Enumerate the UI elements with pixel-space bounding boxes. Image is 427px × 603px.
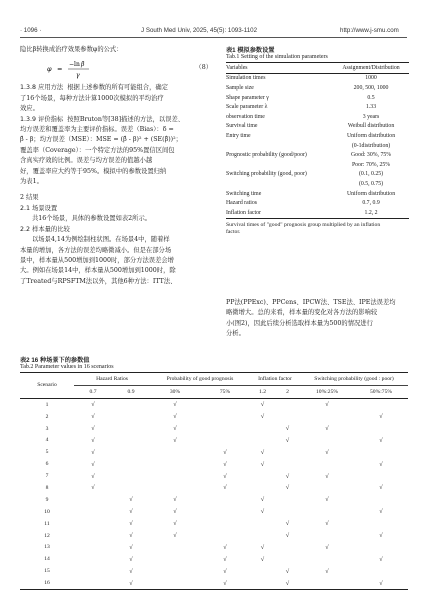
table2-check-cell bbox=[275, 494, 300, 506]
section-2-1-title: 2.1 场景设置 bbox=[20, 204, 58, 212]
table2-sub-hr-0.7: 0.7 bbox=[89, 388, 97, 395]
table1-head-variables: Variables bbox=[226, 64, 248, 71]
table2-check-cell: √ bbox=[223, 448, 227, 456]
table2-check-cell bbox=[354, 565, 408, 577]
table1 bbox=[226, 62, 409, 219]
table2-check-cell bbox=[354, 423, 408, 435]
table2-check-cell bbox=[300, 506, 354, 518]
table2-check-cell: √ bbox=[285, 484, 290, 492]
table2-check-cell bbox=[150, 470, 200, 482]
table2-check-cell: √ bbox=[325, 401, 329, 409]
table2-check-cell: √ bbox=[325, 543, 329, 551]
section-2-title: 2 结果 bbox=[20, 194, 39, 202]
table2-check-cell: √ bbox=[91, 484, 95, 492]
table1-cell-value: Poor: 70%, 25% bbox=[351, 161, 391, 168]
table1-cell-value: Good: 30%, 75% bbox=[350, 152, 392, 159]
table1-cell-variable: Prognostic probability (good/poor) bbox=[226, 152, 307, 159]
right-text-d: 分析。 bbox=[226, 330, 245, 338]
right-text-b: 略微增大。总的来看，样本量的变化对各方法的影响较 bbox=[226, 309, 378, 317]
table2-check-cell: √ bbox=[379, 484, 383, 492]
table2-check-cell: √ bbox=[173, 508, 177, 516]
formula-graphic bbox=[45, 55, 115, 83]
table2-check-cell bbox=[275, 553, 300, 565]
table2-check-cell bbox=[354, 398, 408, 410]
table2-check-cell: √ bbox=[260, 460, 265, 468]
table2 bbox=[20, 372, 408, 590]
table1-cell-variable bbox=[226, 141, 333, 151]
table2-check-cell: √ bbox=[173, 436, 177, 444]
table2-head-inflation-factor: Inflation factor bbox=[250, 373, 300, 386]
table2-scenario-number: 5 bbox=[45, 449, 49, 456]
table2-row bbox=[20, 577, 408, 589]
table2-check-cell: √ bbox=[325, 425, 329, 432]
table2-check-cell: √ bbox=[285, 579, 290, 587]
table2-check-cell bbox=[250, 434, 275, 446]
table2-check-cell bbox=[112, 434, 150, 446]
table2-check-cell: √ bbox=[223, 472, 227, 480]
table2-check-cell: √ bbox=[379, 460, 383, 468]
table2-check-cell: √ bbox=[129, 508, 133, 516]
section-1-3-8-title: 1.3.8 应用方法 bbox=[20, 84, 64, 92]
table2-head-scenario: Scenario bbox=[37, 382, 57, 389]
table2-check-cell: √ bbox=[285, 436, 290, 444]
table2-scenario-number: 3 bbox=[45, 425, 49, 432]
section-2-2-text-c: 景中，样本量从500增加到1000时，部分方法误差会增 bbox=[20, 256, 174, 264]
table2-check-cell bbox=[200, 506, 250, 518]
table1-cell-variable: observation time bbox=[226, 113, 265, 120]
table1-cell-value: 1.33 bbox=[365, 104, 377, 111]
table2-check-cell bbox=[74, 541, 112, 553]
table2-check-cell bbox=[300, 411, 354, 423]
table2-scenario-number: 16 bbox=[44, 580, 50, 587]
table1-cell-variable: Hazard ratios bbox=[226, 200, 258, 207]
table2-check-cell bbox=[74, 518, 112, 530]
table2-scenario-number: 14 bbox=[44, 556, 50, 563]
table1-caption-cn: 表1 模拟参数设置 bbox=[226, 47, 275, 54]
table2-check-cell: √ bbox=[173, 425, 177, 432]
table2-check-cell: √ bbox=[325, 520, 329, 528]
table1-row bbox=[226, 141, 409, 151]
table2-check-cell bbox=[250, 470, 275, 482]
table2-check-cell bbox=[300, 553, 354, 565]
table2-sub-switch-10-25: 10%:25% bbox=[315, 388, 339, 395]
table1-cell-value: 200, 500, 1000 bbox=[353, 84, 389, 91]
table2-check-cell: √ bbox=[129, 555, 133, 563]
table1-cell-variable bbox=[226, 160, 333, 170]
table2-sub-prob-75: 75% bbox=[219, 388, 231, 395]
table2-sub-inf-2: 2 bbox=[286, 388, 289, 395]
table2-sub-switch-50-75: 50%:75% bbox=[369, 388, 393, 395]
table2-check-cell bbox=[354, 518, 408, 530]
table1-row bbox=[226, 160, 409, 170]
table2-check-cell bbox=[200, 518, 250, 530]
table2-check-cell bbox=[300, 577, 354, 589]
table1-head-assignment: Assignment/Distribution bbox=[342, 64, 400, 71]
table2-check-cell: √ bbox=[129, 579, 133, 587]
intro-line: 隐比β转换成治疗效果参数φ的公式： bbox=[20, 46, 123, 53]
table2-check-cell: √ bbox=[91, 436, 95, 444]
table1-cell-variable: Simulation times bbox=[226, 75, 266, 82]
page-number: · 1096 · bbox=[20, 27, 42, 34]
table1-cell-value: 3 years bbox=[362, 113, 380, 120]
table2-caption-cn: 表2 16 种场景下的参数值 bbox=[20, 357, 90, 364]
table2-check-cell: √ bbox=[91, 460, 95, 468]
right-text-a: PP法(PPExc)、PPCens、IPCW法、TSE法、IPE法误差均 bbox=[226, 299, 396, 306]
table2-check-cell: √ bbox=[223, 579, 227, 587]
table2-scenario-number: 1 bbox=[45, 401, 49, 408]
table2-check-cell bbox=[300, 458, 354, 470]
svg-text:γ: γ bbox=[76, 72, 80, 80]
table2-check-cell bbox=[250, 423, 275, 435]
section-1-3-9-text: 按照Bruton等[38]描述的方法，以误差、 bbox=[67, 115, 185, 123]
table2-check-cell: √ bbox=[173, 532, 177, 540]
table2-check-cell: √ bbox=[173, 413, 177, 421]
table1-row bbox=[226, 83, 409, 93]
journal-url[interactable]: http://www.j-smu.com bbox=[340, 27, 399, 34]
table2-check-cell bbox=[250, 530, 275, 542]
table1-cell-value: 0.5 bbox=[367, 94, 375, 101]
table2-check-cell bbox=[200, 494, 250, 506]
table2-check-cell bbox=[354, 541, 408, 553]
table1-row bbox=[226, 122, 409, 132]
table1-cell-variable: Inflation factor bbox=[226, 209, 261, 216]
table2-check-cell bbox=[300, 434, 354, 446]
table2-check-cell: √ bbox=[285, 472, 290, 480]
section-2-2-text-d: 大。例如在场景14中，样本量从500增加到1000时，除 bbox=[20, 267, 176, 275]
table2-check-cell: √ bbox=[260, 496, 265, 504]
table1-row bbox=[226, 150, 409, 160]
table1-row bbox=[226, 189, 409, 199]
table2-block bbox=[20, 355, 408, 590]
table2-row bbox=[20, 482, 408, 494]
table1-note-a: Survival times of "good" prognosis group multiplied by an inflation bbox=[226, 221, 381, 228]
table2-check-cell: √ bbox=[325, 448, 329, 456]
table2-check-cell: √ bbox=[129, 543, 133, 551]
section-1-3-9-text-e: 含真实疗效的比例。误差与均方误差的值越小越 bbox=[20, 157, 153, 165]
table1-cell-variable bbox=[226, 179, 333, 189]
table2-scenario-number: 11 bbox=[44, 520, 50, 527]
table2-row bbox=[20, 411, 408, 423]
table2-row bbox=[20, 423, 408, 435]
table2-check-cell: √ bbox=[223, 460, 227, 468]
section-2-1-text: 共16个场景，具体的参数设置如表2所示。 bbox=[32, 215, 152, 223]
table2-check-cell bbox=[200, 398, 250, 410]
table1-cell-variable: Survival time bbox=[226, 123, 258, 130]
table2-check-cell bbox=[74, 494, 112, 506]
table2-check-cell bbox=[354, 494, 408, 506]
section-2-2-text-e: 了Treated与RPSFTM法以外，其他6种方法：ITT法、 bbox=[20, 277, 177, 285]
table2-check-cell bbox=[112, 411, 150, 423]
table2-scenario-number: 9 bbox=[45, 496, 49, 503]
table2-check-cell: √ bbox=[91, 401, 95, 409]
table2-check-cell: √ bbox=[91, 413, 95, 421]
table2-check-cell: √ bbox=[379, 579, 383, 587]
right-text-c: 小(图2)，因此后续分析选取样本量为500的情况进行 bbox=[226, 319, 373, 327]
table2-check-cell: √ bbox=[129, 567, 133, 575]
table1-row bbox=[226, 73, 409, 83]
table2-check-cell bbox=[150, 446, 200, 458]
table2-check-cell: √ bbox=[260, 543, 265, 551]
table1-row bbox=[226, 93, 409, 103]
table2-check-cell bbox=[74, 553, 112, 565]
table2-row bbox=[20, 446, 408, 458]
table2-row bbox=[20, 553, 408, 565]
table2-sub-prob-30: 30% bbox=[169, 388, 181, 395]
table2-check-cell bbox=[250, 482, 275, 494]
table2-check-cell bbox=[150, 553, 200, 565]
table2-check-cell: √ bbox=[325, 567, 329, 575]
table2-scenario-number: 10 bbox=[44, 508, 50, 515]
table2-check-cell bbox=[112, 482, 150, 494]
section-1-3-9-text-c: β̂ - β；均方误差（MSE）：MSE = (β̂ - β)² + (SE(β̂))²； bbox=[20, 136, 182, 144]
table2-check-cell bbox=[112, 423, 150, 435]
section-1-3-8-text-b: 了16个场景，每种方法计算1000次模拟的平均治疗 bbox=[20, 94, 164, 102]
table2-head-hazard-ratios: Hazard Ratios bbox=[74, 373, 150, 386]
table2-check-cell: √ bbox=[91, 448, 95, 456]
table1-cell-variable: Switching probability (good, poor) bbox=[226, 171, 307, 178]
table1-row bbox=[226, 208, 409, 218]
section-2-2-text-b: 本量的增加，各方法的误差均略微减小。但是在部分场 bbox=[20, 246, 172, 254]
table2-check-cell: √ bbox=[379, 436, 383, 444]
table2-check-cell: √ bbox=[379, 532, 383, 540]
table2-check-cell bbox=[300, 482, 354, 494]
table2-row bbox=[20, 398, 408, 410]
table2-check-cell: √ bbox=[260, 413, 265, 421]
table2-head-prob-good-prognosis: Probability of good prognosis bbox=[150, 373, 250, 386]
section-1-3-9-text-g: 为表1。 bbox=[20, 178, 43, 186]
table2-row bbox=[20, 530, 408, 542]
table2-check-cell bbox=[74, 577, 112, 589]
section-1-3-9-text-f: 好，覆盖率应大约等于95%。模拟中的参数设置归纳 bbox=[20, 167, 167, 175]
table2-check-cell: √ bbox=[285, 567, 290, 575]
table2-check-cell: √ bbox=[223, 484, 227, 492]
table1-cell-value: Weibull distribution bbox=[347, 123, 395, 130]
table2-check-cell bbox=[112, 446, 150, 458]
table2-check-cell bbox=[275, 446, 300, 458]
table2-check-cell: √ bbox=[260, 448, 265, 456]
right-column-text bbox=[226, 298, 410, 340]
section-1-3-9-text-d: 覆盖率（Coverage）：一个特定方法的95%置信区间包 bbox=[20, 146, 175, 154]
table2-scenario-number: 8 bbox=[45, 484, 49, 491]
formula-8 bbox=[20, 55, 212, 83]
table2-row bbox=[20, 518, 408, 530]
table1-row bbox=[226, 170, 409, 180]
table2-check-cell bbox=[250, 565, 275, 577]
table2-check-cell: √ bbox=[223, 555, 227, 563]
table2-check-cell bbox=[200, 411, 250, 423]
table1-cell-value: (0-1distribution) bbox=[351, 142, 391, 149]
section-1-3-9-text-b: 均方误差和覆盖率为主要评价指标。误差（Bias）：δ = bbox=[20, 126, 174, 134]
journal-citation: J South Med Univ, 2025, 45(5): 1093-1102 bbox=[141, 27, 258, 34]
table2-scenario-number: 15 bbox=[44, 568, 50, 575]
table2-check-cell: √ bbox=[91, 425, 95, 432]
table2-check-cell bbox=[275, 411, 300, 423]
table2-check-cell bbox=[300, 530, 354, 542]
table2-check-cell bbox=[275, 458, 300, 470]
table2-check-cell: √ bbox=[285, 520, 290, 528]
table2-check-cell bbox=[200, 434, 250, 446]
table2-row bbox=[20, 434, 408, 446]
table1-row bbox=[226, 198, 409, 208]
table1-block bbox=[226, 45, 409, 236]
table1-cell-value: Uniform distribution bbox=[346, 190, 396, 197]
table2-check-cell: √ bbox=[285, 532, 290, 540]
table2-scenario-number: 7 bbox=[45, 473, 49, 480]
table2-check-cell bbox=[112, 398, 150, 410]
table2-check-cell bbox=[74, 530, 112, 542]
table1-row bbox=[226, 102, 409, 112]
svg-text:=: = bbox=[57, 65, 63, 74]
table2-row bbox=[20, 565, 408, 577]
table2-check-cell bbox=[354, 470, 408, 482]
table2-row bbox=[20, 458, 408, 470]
table2-check-cell: √ bbox=[173, 496, 177, 504]
table2-check-cell: √ bbox=[129, 496, 133, 504]
table2-check-cell: √ bbox=[260, 508, 265, 516]
table2-check-cell: √ bbox=[260, 555, 265, 563]
table2-check-cell: √ bbox=[129, 532, 133, 540]
section-1-3-8-text-c: 效应。 bbox=[20, 105, 39, 113]
table2-check-cell bbox=[250, 577, 275, 589]
header-rule bbox=[20, 37, 407, 38]
table2-scenario-number: 6 bbox=[45, 461, 49, 468]
table1-cell-variable: Entry time bbox=[226, 132, 251, 139]
table2-row bbox=[20, 470, 408, 482]
table2-row bbox=[20, 541, 408, 553]
table2-check-cell bbox=[250, 518, 275, 530]
table2-check-cell bbox=[74, 565, 112, 577]
table2-sub-inf-1.2: 1.2 bbox=[259, 388, 266, 395]
table2-check-cell: √ bbox=[285, 425, 290, 432]
table1-cell-value: Uniform distribution bbox=[346, 132, 396, 139]
table2-scenario-number: 12 bbox=[44, 532, 50, 539]
table2-check-cell bbox=[74, 506, 112, 518]
table1-cell-value: (0.5, 0.75) bbox=[358, 180, 384, 187]
table2-check-cell: √ bbox=[260, 401, 265, 409]
table2-scenario-number: 4 bbox=[45, 437, 49, 444]
table1-cell-variable: Switching time bbox=[226, 190, 262, 197]
table1-cell-value: 1.2, 2 bbox=[364, 209, 378, 216]
table2-check-cell: √ bbox=[325, 496, 329, 504]
table1-cell-value: (0.1, 0.25) bbox=[358, 171, 384, 178]
table2-check-cell: √ bbox=[379, 555, 383, 563]
table2-check-cell bbox=[112, 458, 150, 470]
table2-check-cell: √ bbox=[223, 543, 227, 551]
table2-check-cell bbox=[354, 446, 408, 458]
left-column bbox=[20, 45, 212, 287]
table2-check-cell bbox=[150, 577, 200, 589]
table2-check-cell: √ bbox=[91, 472, 95, 480]
table2-check-cell bbox=[200, 423, 250, 435]
table2-check-cell bbox=[150, 458, 200, 470]
section-2-2-text-a: 以场景4,14为例绘制柱状图。在场景4中，随着样 bbox=[32, 236, 170, 244]
table2-check-cell bbox=[275, 398, 300, 410]
section-1-3-8-text: 根据上述参数的所有可能组合，确定 bbox=[67, 84, 168, 92]
table2-head-switching-prob: Switching probability (good : poor) bbox=[300, 373, 408, 386]
section-2-2-title: 2.2 样本量的比较 bbox=[20, 225, 70, 233]
table1-row bbox=[226, 131, 409, 141]
table2-check-cell bbox=[275, 506, 300, 518]
section-1-3-9-title: 1.3.9 评价指标 bbox=[20, 115, 64, 123]
table2-check-cell: √ bbox=[223, 567, 227, 575]
table2-check-cell: √ bbox=[325, 472, 329, 480]
table2-row bbox=[20, 494, 408, 506]
table1-cell-value: 1000 bbox=[365, 75, 377, 82]
table1-cell-variable: Shape parameter γ bbox=[226, 94, 269, 101]
table1-note-b: factor. bbox=[226, 228, 241, 235]
svg-text:−ln: −ln bbox=[69, 61, 80, 69]
table2-scenario-number: 13 bbox=[44, 544, 50, 551]
formula-number: （8） bbox=[195, 64, 212, 72]
table2-check-cell: √ bbox=[129, 520, 133, 528]
table2-row bbox=[20, 506, 408, 518]
table1-cell-variable: Sample size bbox=[226, 84, 254, 91]
table2-check-cell: √ bbox=[173, 401, 177, 409]
table2-caption-en: Tab.2 Parameter values in 16 scenarios bbox=[20, 364, 114, 370]
table1-row bbox=[226, 179, 409, 189]
table1-cell-value: 0.7, 0.9 bbox=[362, 200, 380, 207]
table2-check-cell bbox=[200, 530, 250, 542]
table1-caption-en: Tab.1 Setting of the simulation parameters bbox=[226, 54, 328, 60]
svg-text:β: β bbox=[81, 61, 85, 69]
table2-check-cell bbox=[150, 565, 200, 577]
table2-sub-hr-0.9: 0.9 bbox=[127, 388, 135, 395]
table2-check-cell: √ bbox=[379, 413, 383, 421]
table2-check-cell: √ bbox=[379, 508, 383, 516]
table2-check-cell bbox=[150, 541, 200, 553]
table1-row bbox=[226, 112, 409, 122]
table2-check-cell: √ bbox=[173, 520, 177, 528]
table2-check-cell bbox=[112, 470, 150, 482]
table2-scenario-number: 2 bbox=[45, 413, 49, 420]
table1-cell-variable: Scale parameter λ bbox=[226, 104, 268, 111]
table2-check-cell bbox=[150, 482, 200, 494]
table2-check-cell bbox=[275, 541, 300, 553]
svg-text:φ: φ bbox=[47, 65, 52, 74]
